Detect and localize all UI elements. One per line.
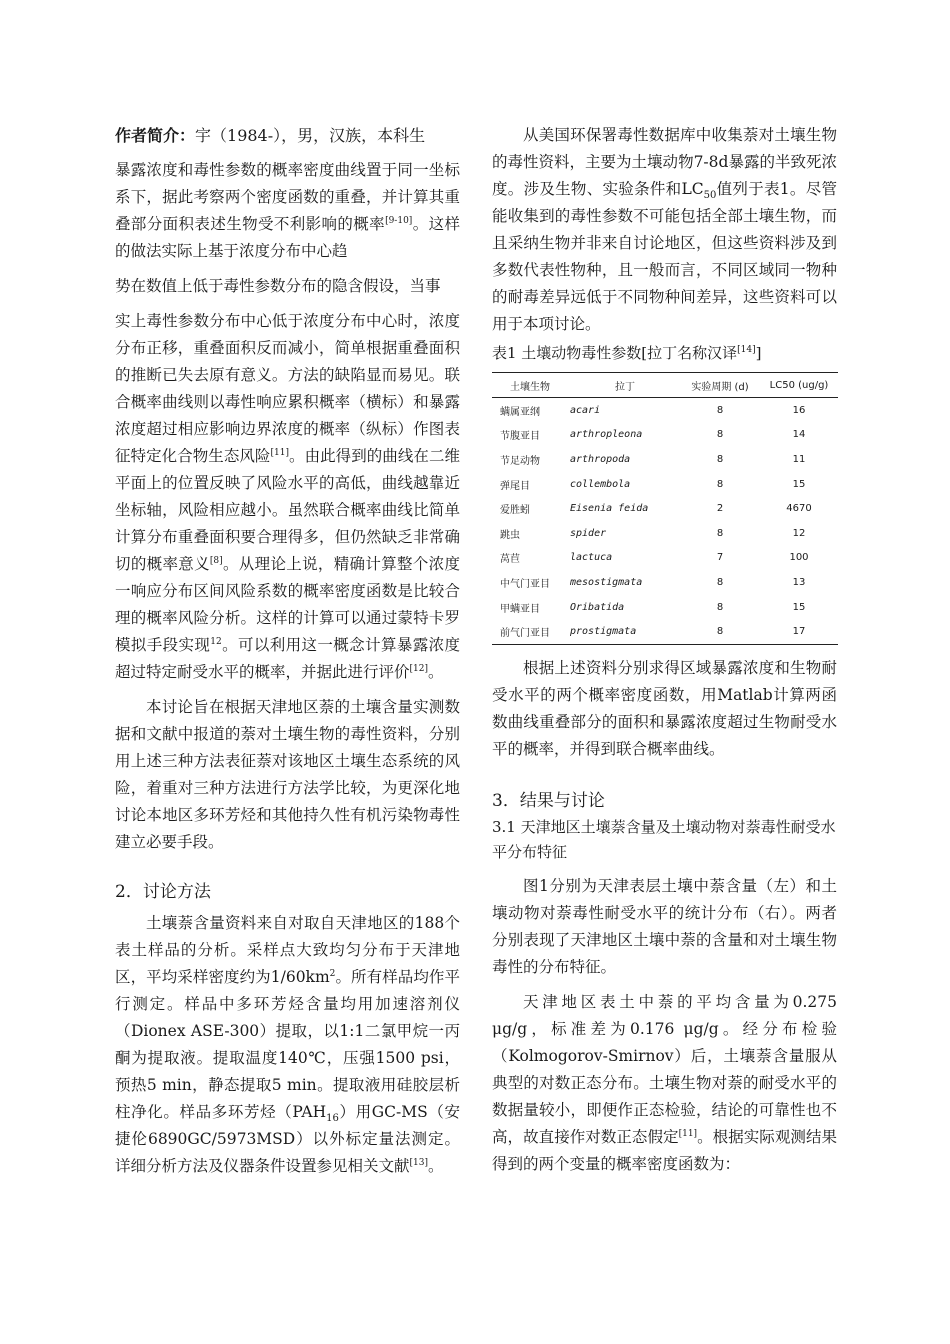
p5-text-d: 。 <box>428 1157 444 1175</box>
cell-organism: 节腹亚目 <box>500 431 540 443</box>
cell-period: 8 <box>716 478 724 490</box>
p1-text: 暴露浓度和毒性参数的概率密度曲线置于同一坐标系下，据此考察两个密度函数的重叠，并计算其重叠部分面积表述生物受不利影响的概率 <box>115 161 460 233</box>
p3-text-b: 。由此得到的曲线在二维平面上的位置反映了风险水平的高低，曲线越靠近坐标轴，风险相应越小。虽然联合概率曲线比简单计算分布重叠面积要合理得多，但仍然缺乏非常确切的概率意义 <box>115 447 460 573</box>
table-row <box>492 521 838 546</box>
author-intro <box>115 122 460 149</box>
cell-period: 8 <box>716 576 724 588</box>
table-row <box>492 472 838 497</box>
table-caption-text: 表1 土壤动物毒性参数[拉丁名称汉译 <box>492 344 738 362</box>
author-label: 作者简介： <box>115 126 196 145</box>
cell-lc50: 11 <box>792 453 806 465</box>
cell-latin: mesostigmata <box>570 576 643 588</box>
citation: [11] <box>678 1128 698 1139</box>
cell-latin: arthropleona <box>570 429 643 441</box>
paragraph-4: 本讨论旨在根据天津地区萘的土壤含量实测数据和文献中报道的萘对土壤生物的毒性资料，分别用上述三种方法表征萘对该地区土壤生态系统的风险，着重对三种方法进行方法学比较，为更深化地讨论本地区多环芳烃和其他持久性有机污染物毒性建立必要手段。 <box>115 698 460 851</box>
cell-period: 7 <box>716 552 724 564</box>
cell-lc50: 13 <box>792 576 806 588</box>
table-caption-end: ] <box>755 344 762 362</box>
p9-text-d: 。根据实际观测结果得到的两个变量的概率密度函数为： <box>492 1127 837 1173</box>
cell-period: 8 <box>716 527 724 539</box>
cell-lc50: 16 <box>792 404 806 416</box>
cell-organism: 前气门亚目 <box>500 628 550 640</box>
p6-text-b: 值列于表1。尽管能收集到的毒性参数不可能包括全部土壤生物，而且采纳生物并非来自讨论地区，但这些资料涉及到多数代表性物种，且一般而言，不同区域同一物种的耐毒差异远低于不同物种间差异，这些资料可以用于本项讨论。 <box>492 180 837 333</box>
cell-organism: 爱胜蚓 <box>500 505 530 517</box>
citation: [8] <box>209 555 223 566</box>
cell-lc50: 15 <box>792 601 806 613</box>
cell-organism: 莴苣 <box>500 554 520 566</box>
left-column <box>115 122 460 1180</box>
paragraph-9 <box>492 989 837 1178</box>
mu-symbol: μ <box>683 1019 694 1038</box>
paragraph-1 <box>115 157 460 265</box>
cell-latin: lactuca <box>570 552 613 564</box>
cell-organism: 跳虫 <box>500 529 520 541</box>
header-organism: 土壤生物 <box>510 381 550 393</box>
table-row <box>492 570 838 595</box>
header-lc50: LC50 (ug/g) <box>769 379 829 391</box>
p5-text-a: 土壤萘含量资料来自对取自天津地区的188个表土样品的分析。采样点大致均匀分布于天津地区，平均采样密度约为1/60km <box>115 914 460 986</box>
cell-latin: spider <box>570 527 607 539</box>
section-3-1-heading: 3.1 天津地区土壤萘含量及土壤动物对萘毒性耐受水平分布特征 <box>492 817 836 861</box>
p3-text-d: 。可以利用这一概念计算暴露浓度超过特定耐受水平的概率，并据此进行评价 <box>115 636 460 681</box>
cell-organism: 螨属亚纲 <box>500 406 540 418</box>
table-header-row <box>492 373 838 398</box>
cell-organism: 甲螨亚目 <box>500 603 540 615</box>
citation: 12 <box>210 636 222 647</box>
cell-latin: prostigmata <box>570 626 637 638</box>
cell-organism: 中气门亚目 <box>500 578 550 590</box>
cell-period: 8 <box>716 429 724 441</box>
cell-organism: 节足动物 <box>500 455 540 467</box>
p5-text-c: ）用GC-MS（安捷伦6890GC/5973MSD）以外标定量法测定。详细分析方法及仪器条件设置参见相关文献 <box>115 1103 461 1175</box>
cell-latin: collembola <box>570 478 631 490</box>
subscript: 50 <box>703 190 717 202</box>
author-text: 宇（1984-），男，汉族，本科生 <box>195 126 426 145</box>
toxicity-table <box>492 372 838 645</box>
p5-text-b: 。所有样品均作平行测定。样品中多环芳烃含量均用加速溶剂仪（Dionex ASE-300）提取，以1:1二氯甲烷一丙酮为提取液。提取温度140℃，压强1500 psi，预热5 min，静态提取5 min。提取液用硅胶层析柱净化。样品多环芳烃（PAH <box>115 968 460 1121</box>
section-2-heading: 2．讨论方法 <box>115 882 211 902</box>
section-3-heading: 3．结果与讨论 <box>492 790 605 811</box>
cell-latin: Eisenia feida <box>570 503 649 515</box>
paragraph-6 <box>492 122 837 338</box>
citation: [9-10] <box>385 215 413 226</box>
p3-text-a: 实上毒性参数分布中心低于浓度分布中心时，浓度分布正移，重叠面积反而减小，简单根据重叠面积的推断已失去原有意义。方法的缺陷显而易见。联合概率曲线则以毒性响应累积概率（横标）和暴露浓度超过相应影响边界浓度的概率（纵标）作图表征特定化合物生态风险 <box>115 312 460 465</box>
p9-text-b: g/g，标准差为0.176 <box>502 1019 684 1038</box>
right-column <box>492 122 837 1178</box>
table-row <box>492 546 838 571</box>
cell-period: 8 <box>716 626 724 638</box>
citation: [11] <box>270 447 289 458</box>
p6-text-a: 从美国环保署毒性数据库中收集萘对土壤生物的毒性资料，主要为土壤动物7-8d暴露的半致死浓度。涉及生物、实验条件和LC <box>492 126 837 198</box>
p3-text-e: 。 <box>428 663 444 681</box>
citation: [12] <box>409 663 428 674</box>
table-row <box>492 496 838 521</box>
table-row <box>492 423 838 448</box>
cell-lc50: 15 <box>792 478 806 490</box>
header-period: 实验周期 (d) <box>691 381 749 393</box>
table-caption <box>492 340 837 366</box>
citation: [13] <box>409 1157 428 1168</box>
cell-lc50: 14 <box>792 429 806 441</box>
cell-lc50: 17 <box>792 626 806 638</box>
table-row <box>492 398 838 423</box>
table-row <box>492 619 838 644</box>
cell-latin: Oribatida <box>570 601 625 613</box>
table-row <box>492 447 838 472</box>
cell-period: 2 <box>716 503 724 515</box>
paragraph-5 <box>115 910 460 1180</box>
cell-organism: 弹尾目 <box>500 480 530 492</box>
p3-text-c: 。从理论上说，精确计算整个浓度一响应分布区间风险系数的概率密度函数是比较合理的概率风险分析。这样的计算可以通过蒙特卡罗模拟手段实现 <box>115 555 460 654</box>
p1-text-end: 。这样的做法实际上基于浓度分布中心趋 <box>115 215 460 260</box>
superscript: 2 <box>329 968 336 979</box>
subscript: 16 <box>326 1113 339 1125</box>
header-latin: 拉丁 <box>615 381 635 393</box>
citation: [14] <box>737 345 756 355</box>
cell-lc50: 100 <box>789 552 809 564</box>
cell-lc50: 4670 <box>786 503 812 515</box>
table-row <box>492 595 838 620</box>
paragraph-8: 图1分别为天津表层土壤中萘含量（左）和土壤动物对萘毒性耐受水平的统计分布（右）。两者分别表现了天津地区土壤中萘的含量和对土壤生物毒性的分布特征。 <box>492 876 837 976</box>
cell-period: 8 <box>716 404 724 416</box>
cell-period: 8 <box>716 453 724 465</box>
cell-period: 8 <box>716 601 724 613</box>
cell-lc50: 12 <box>792 527 806 539</box>
cell-latin: acari <box>570 404 601 416</box>
p9-text-c: g/g。经分布检验（Kolmogorov-Smirnov）后，土壤萘含量服从典型的对数正态分布。土壤生物对萘的耐受水平的数据量较小，即便作正态检验，结论的可靠性也不高，故直接作对数正态假定 <box>492 1019 837 1146</box>
paragraph-7: 根据上述资料分别求得区域暴露浓度和生物耐受水平的两个概率密度函数，用Matlab计算两函数曲线重叠部分的面积和暴露浓度超过生物耐受水平的概率，并得到联合概率曲线。 <box>492 658 837 758</box>
p9-text-a: 天津地区表土中萘的平均含量为0.275 <box>523 992 837 1011</box>
mu-symbol: μ <box>492 1019 503 1038</box>
paragraph-3 <box>115 308 460 686</box>
cell-latin: arthropoda <box>570 453 631 465</box>
paragraph-2: 势在数值上低于毒性参数分布的隐含假设，当事 <box>115 277 441 295</box>
